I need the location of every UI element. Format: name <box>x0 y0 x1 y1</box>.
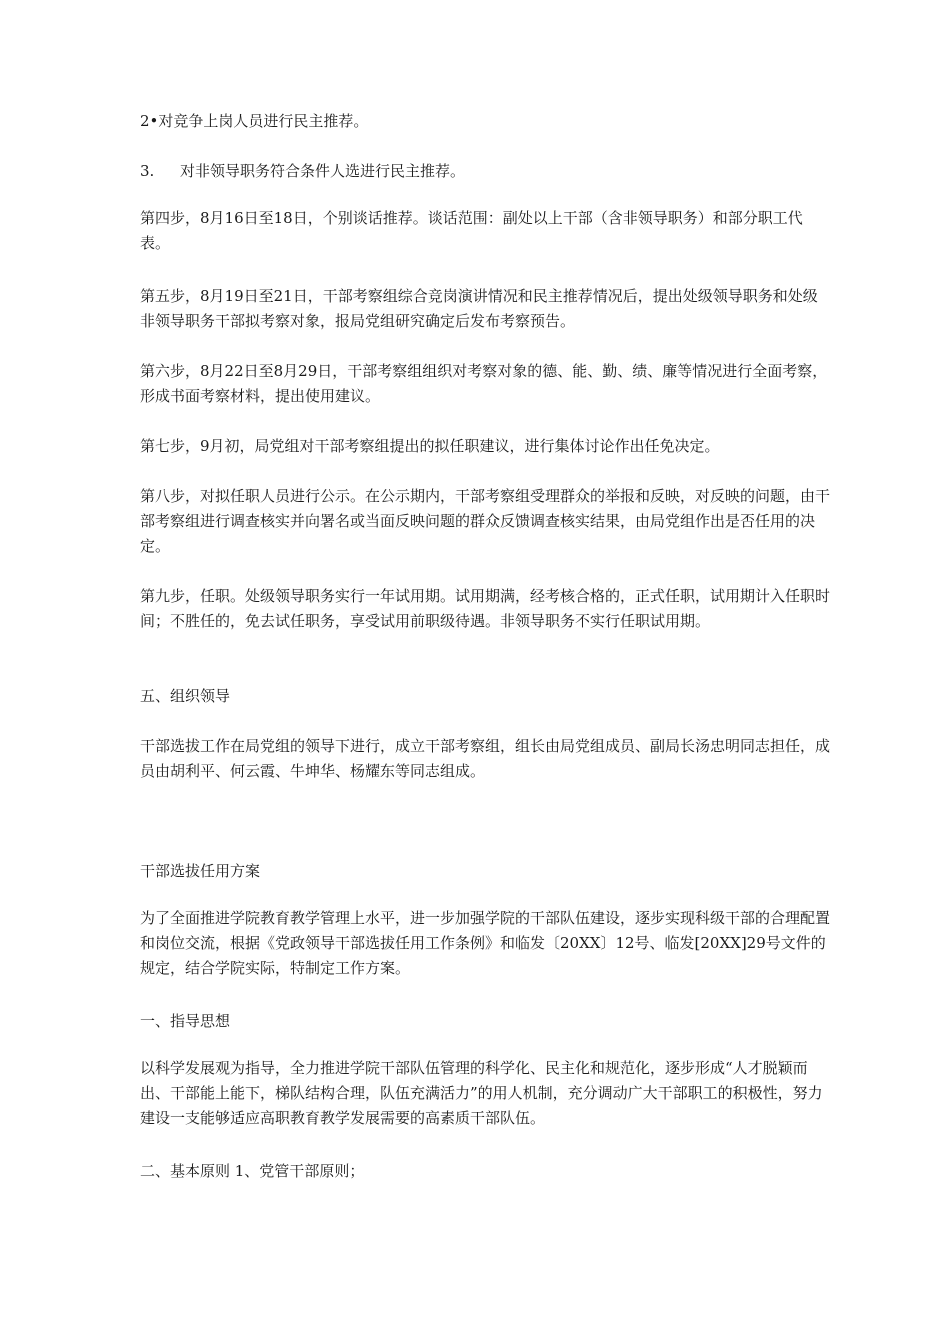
paragraph-step-7: 第七步，9月初，局党组对干部考察组提出的拟任职建议，进行集体讨论作出任免决定。 <box>140 437 720 455</box>
paragraph-step-6: 第六步，8月22日至8月29日，干部考察组组织对考察对象的德、能、勤、绩、廉等情况进行全面考察，形成书面考察材料，提出使用建议。 <box>140 362 828 405</box>
paragraph-item-3 <box>140 159 830 184</box>
list-text: 对非领导职务符合条件人选进行民主推荐。 <box>180 162 466 180</box>
list-number: 3. <box>140 162 155 180</box>
paragraph-organization: 干部选拔工作在局党组的领导下进行，成立干部考察组，组长由局党组成员、副局长汤忠明同志担任，成员由胡利平、何云霞、牛坤华、杨耀东等同志组成。 <box>140 737 831 780</box>
paragraph-item-2: 2•对竞争上岗人员进行民主推荐。 <box>140 112 369 130</box>
paragraph-step-9: 第九步，任职。处级领导职务实行一年试用期。试用期满，经考核合格的，正式任职，试用期计入任职时间；不胜任的，免去试任职务，享受试用前职级待遇。非领导职务不实行任职试用期。 <box>140 587 831 630</box>
paragraph-intro: 为了全面推进学院教育教学管理上水平，进一步加强学院的干部队伍建设，逐步实现科级干部的合理配置和岗位交流，根据《党政领导干部选拔任用工作条例》和临发〔20XX〕12号、临发[20XX]29号文件的规定，结合学院实际，特制定工作方案。 <box>140 909 831 977</box>
paragraph-step-5: 第五步，8月19日至21日，干部考察组综合竞岗演讲情况和民主推荐情况后，提出处级领导职务和处级非领导职务干部拟考察对象，报局党组研究确定后发布考察预告。 <box>140 287 818 330</box>
section-heading-basic-principles: 二、基本原则 1、党管干部原则； <box>140 1162 365 1180</box>
document-title: 干部选拔任用方案 <box>140 862 261 880</box>
paragraph-step-8: 第八步，对拟任职人员进行公示。在公示期内，干部考察组受理群众的举报和反映，对反映的问题，由干部考察组进行调查核实并向署名或当面反映问题的群众反馈调查核实结果，由局党组作出是否任用的决定。 <box>140 487 831 555</box>
paragraph-step-4: 第四步，8月16日至18日，个别谈话推荐。谈话范围：副处以上干部（含非领导职务）和部分职工代表。 <box>140 209 803 252</box>
section-heading-organization: 五、组织领导 <box>140 687 231 705</box>
paragraph-guiding-thought: 以科学发展观为指导，全力推进学院干部队伍管理的科学化、民主化和规范化，逐步形成“人才脱颖而出、干部能上能下，梯队结构合理，队伍充满活力”的用人机制，充分调动广大干部职工的积极性，努力建设一支能够适应高职教育教学发展需要的高素质干部队伍。 <box>140 1059 823 1127</box>
section-heading-guiding-thought: 一、指导思想 <box>140 1012 231 1030</box>
